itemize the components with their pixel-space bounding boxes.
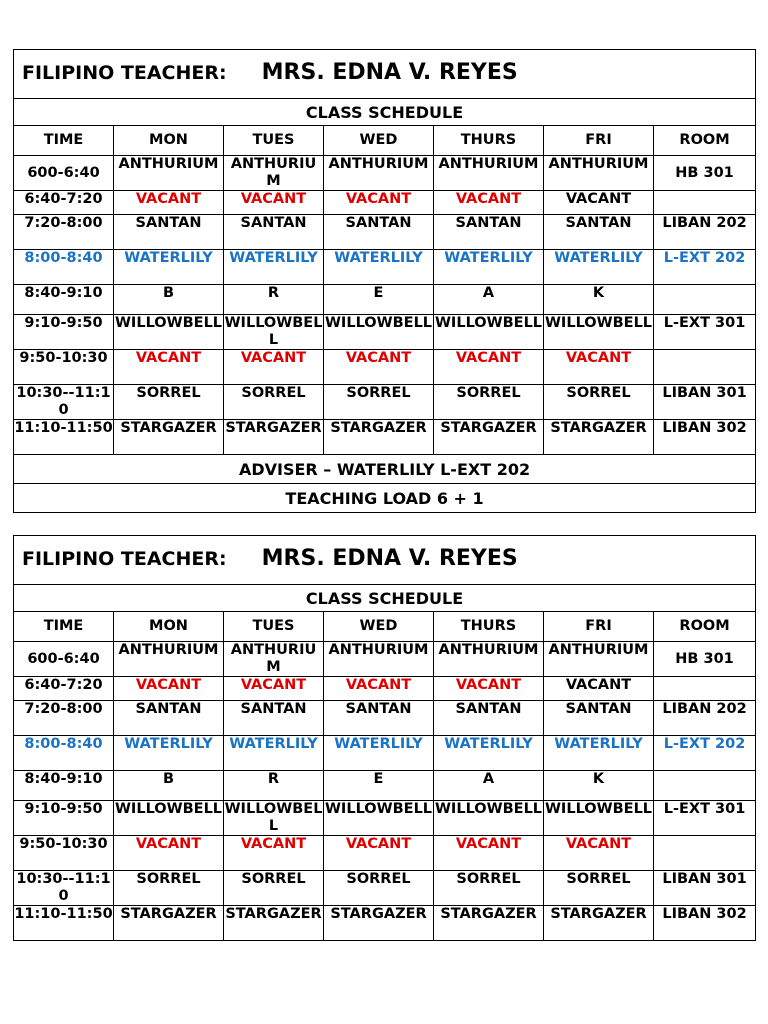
time-cell: 7:20-8:00 xyxy=(14,701,114,736)
class-cell: VACANT xyxy=(544,350,654,385)
schedule-table-1 xyxy=(13,49,756,513)
time-cell: 9:50-10:30 xyxy=(14,836,114,871)
header-fri: FRI xyxy=(544,612,654,642)
class-cell: WILLOWBELL xyxy=(324,801,434,836)
header-room: ROOM xyxy=(654,126,756,156)
time-cell: 6:40-7:20 xyxy=(14,677,114,701)
class-cell: STARGAZER xyxy=(114,420,224,455)
class-cell: SORREL xyxy=(544,385,654,420)
class-cell: SORREL xyxy=(114,385,224,420)
time-cell: 11:10-11:50 xyxy=(14,420,114,455)
header-thurs: THURS xyxy=(434,126,544,156)
class-cell: STARGAZER xyxy=(224,420,324,455)
class-cell: VACANT xyxy=(114,350,224,385)
class-cell: VACANT xyxy=(434,350,544,385)
table-row xyxy=(14,906,756,941)
table-row xyxy=(14,677,756,701)
class-cell: VACANT xyxy=(224,350,324,385)
class-cell: SORREL xyxy=(324,871,434,906)
table-row xyxy=(14,215,756,250)
class-cell: SORREL xyxy=(114,871,224,906)
class-cell: SORREL xyxy=(434,871,544,906)
header-mon: MON xyxy=(114,126,224,156)
class-cell: WILLOWBELL xyxy=(114,315,224,350)
room-cell xyxy=(654,836,756,871)
table-row xyxy=(14,771,756,801)
table-row xyxy=(14,736,756,771)
room-cell: LIBAN 302 xyxy=(654,420,756,455)
class-cell: VACANT xyxy=(544,836,654,871)
class-cell: WILLOWBELL xyxy=(114,801,224,836)
header-tues: TUES xyxy=(224,612,324,642)
class-cell: WATERLILY xyxy=(224,250,324,285)
room-cell: LIBAN 202 xyxy=(654,701,756,736)
room-cell xyxy=(654,771,756,801)
class-cell: B xyxy=(114,285,224,315)
schedule-table-2 xyxy=(13,535,756,941)
table-row xyxy=(14,385,756,420)
class-cell: VACANT xyxy=(224,191,324,215)
class-cell: SORREL xyxy=(324,385,434,420)
table-row xyxy=(14,156,756,191)
title-label: FILIPINO TEACHER: xyxy=(22,548,227,570)
class-cell: VACANT xyxy=(114,677,224,701)
class-cell: ANTHURIUM xyxy=(544,156,654,191)
table-row xyxy=(14,285,756,315)
schedule-subtitle: CLASS SCHEDULE xyxy=(14,585,756,612)
time-cell: 9:50-10:30 xyxy=(14,350,114,385)
header-mon: MON xyxy=(114,612,224,642)
class-cell: ANTHURIUM xyxy=(544,642,654,677)
time-cell: 6:40-7:20 xyxy=(14,191,114,215)
header-thurs: THURS xyxy=(434,612,544,642)
class-cell: ANTHURIUM xyxy=(434,642,544,677)
class-cell: STARGAZER xyxy=(544,906,654,941)
header-fri: FRI xyxy=(544,126,654,156)
class-cell: WATERLILY xyxy=(324,250,434,285)
time-cell: 8:00-8:40 xyxy=(14,736,114,771)
class-cell: ANTHURIUM xyxy=(324,156,434,191)
class-cell: A xyxy=(434,285,544,315)
table-row xyxy=(14,250,756,285)
class-cell: WILLOWBELL xyxy=(224,315,323,348)
room-cell: LIBAN 202 xyxy=(654,215,756,250)
room-cell: LIBAN 301 xyxy=(654,871,756,906)
class-cell: SANTAN xyxy=(434,701,544,736)
schedule-subtitle: CLASS SCHEDULE xyxy=(14,99,756,126)
class-cell: SANTAN xyxy=(114,215,224,250)
class-cell: VACANT xyxy=(544,191,654,215)
teaching-load: TEACHING LOAD 6 + 1 xyxy=(14,484,756,513)
header-room: ROOM xyxy=(654,612,756,642)
class-cell: STARGAZER xyxy=(544,420,654,455)
class-cell: SANTAN xyxy=(224,215,324,250)
table-row xyxy=(14,420,756,455)
time-cell: 8:00-8:40 xyxy=(14,250,114,285)
schedule-title xyxy=(14,50,756,99)
time-cell: 8:40-9:10 xyxy=(14,285,114,315)
class-cell: WATERLILY xyxy=(114,736,224,771)
class-cell: ANTHURIUM xyxy=(114,156,224,191)
time-cell: 10:30--11:10 xyxy=(14,871,114,906)
class-cell: SANTAN xyxy=(324,215,434,250)
class-cell: WILLOWBELL xyxy=(434,801,544,836)
class-cell: SORREL xyxy=(224,385,324,420)
class-cell: VACANT xyxy=(224,677,324,701)
class-cell: VACANT xyxy=(114,191,224,215)
table-row xyxy=(14,191,756,215)
table-row xyxy=(14,701,756,736)
class-cell: ANTHURIUM xyxy=(434,156,544,191)
class-cell: K xyxy=(544,771,654,801)
class-cell: WILLOWBELL xyxy=(324,315,434,350)
class-cell: B xyxy=(114,771,224,801)
table-row xyxy=(14,801,756,836)
title-label: FILIPINO TEACHER: xyxy=(22,62,227,84)
class-cell: WATERLILY xyxy=(434,736,544,771)
class-cell: SANTAN xyxy=(224,701,324,736)
class-cell: WILLOWBELL xyxy=(544,801,654,836)
class-cell: SORREL xyxy=(224,871,324,906)
class-cell: WATERLILY xyxy=(544,250,654,285)
class-cell: K xyxy=(544,285,654,315)
class-cell: STARGAZER xyxy=(434,906,544,941)
table-row xyxy=(14,350,756,385)
header-tues: TUES xyxy=(224,126,324,156)
class-cell: A xyxy=(434,771,544,801)
class-cell: STARGAZER xyxy=(434,420,544,455)
time-cell: 7:20-8:00 xyxy=(14,215,114,250)
room-cell xyxy=(654,350,756,385)
time-cell: 8:40-9:10 xyxy=(14,771,114,801)
adviser-note: ADVISER – WATERLILY L-EXT 202 xyxy=(14,455,756,484)
header-wed: WED xyxy=(324,612,434,642)
class-cell: VACANT xyxy=(434,836,544,871)
room-cell: L-EXT 202 xyxy=(654,736,756,771)
room-cell: LIBAN 301 xyxy=(654,385,756,420)
time-cell: 600-6:40 xyxy=(14,156,114,191)
class-cell: E xyxy=(324,285,434,315)
table-row xyxy=(14,871,756,906)
time-cell: 9:10-9:50 xyxy=(14,315,114,350)
class-cell: VACANT xyxy=(114,836,224,871)
class-cell: STARGAZER xyxy=(324,420,434,455)
class-cell: ANTHURIUM xyxy=(224,156,324,191)
class-cell: WATERLILY xyxy=(224,736,324,771)
time-cell: 11:10-11:50 xyxy=(14,906,114,941)
class-cell: WATERLILY xyxy=(324,736,434,771)
room-cell: LIBAN 302 xyxy=(654,906,756,941)
time-cell: 10:30--11:10 xyxy=(14,385,114,420)
room-cell xyxy=(654,677,756,701)
header-time: TIME xyxy=(14,126,114,156)
room-cell: L-EXT 301 xyxy=(654,801,756,836)
room-cell xyxy=(654,285,756,315)
class-cell: ANTHURIUM xyxy=(324,642,434,677)
header-time: TIME xyxy=(14,612,114,642)
class-cell: WILLOWBELL xyxy=(434,315,544,350)
class-cell: ANTHURIUM xyxy=(114,642,224,677)
class-cell: VACANT xyxy=(434,677,544,701)
class-cell: VACANT xyxy=(324,350,434,385)
room-cell: L-EXT 301 xyxy=(654,315,756,350)
room-cell: HB 301 xyxy=(654,642,756,677)
class-cell: WILLOWBELL xyxy=(544,315,654,350)
table-row xyxy=(14,836,756,871)
class-cell: WATERLILY xyxy=(544,736,654,771)
class-cell: VACANT xyxy=(434,191,544,215)
table-row xyxy=(14,642,756,677)
teacher-name: MRS. EDNA V. REYES xyxy=(261,60,518,85)
class-cell: SANTAN xyxy=(544,215,654,250)
class-cell: SORREL xyxy=(434,385,544,420)
room-cell xyxy=(654,191,756,215)
teacher-name: MRS. EDNA V. REYES xyxy=(261,546,518,571)
time-cell: 600-6:40 xyxy=(14,642,114,677)
class-cell: E xyxy=(324,771,434,801)
class-cell: WATERLILY xyxy=(434,250,544,285)
class-cell: VACANT xyxy=(324,191,434,215)
class-cell: STARGAZER xyxy=(324,906,434,941)
class-cell: SANTAN xyxy=(544,701,654,736)
class-cell: SORREL xyxy=(544,871,654,906)
class-cell: SANTAN xyxy=(434,215,544,250)
class-cell: VACANT xyxy=(544,677,654,701)
room-cell: HB 301 xyxy=(654,156,756,191)
class-cell: SANTAN xyxy=(114,701,224,736)
room-cell: L-EXT 202 xyxy=(654,250,756,285)
class-cell: R xyxy=(224,771,324,801)
class-cell: VACANT xyxy=(224,836,324,871)
schedule-title xyxy=(14,536,756,585)
class-cell: VACANT xyxy=(324,677,434,701)
class-cell: ANTHURIUM xyxy=(224,642,324,677)
table-row xyxy=(14,315,756,350)
class-cell: SANTAN xyxy=(324,701,434,736)
class-cell: R xyxy=(224,285,324,315)
class-cell: WILLOWBELL xyxy=(224,801,323,834)
header-wed: WED xyxy=(324,126,434,156)
class-cell: VACANT xyxy=(324,836,434,871)
class-cell: STARGAZER xyxy=(114,906,224,941)
class-cell: STARGAZER xyxy=(224,906,324,941)
time-cell: 9:10-9:50 xyxy=(14,801,114,836)
class-cell: WATERLILY xyxy=(114,250,224,285)
